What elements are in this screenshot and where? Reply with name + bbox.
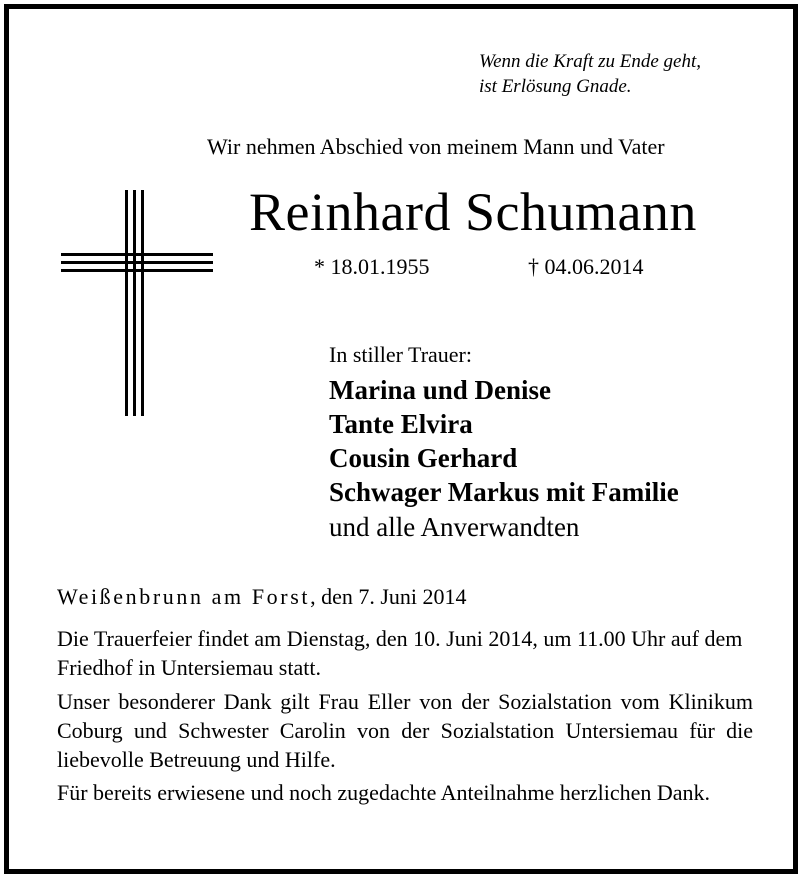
deceased-name: Reinhard Schumann xyxy=(249,182,697,242)
mourner-name: Tante Elvira xyxy=(329,409,473,439)
motto-line-1: Wenn die Kraft zu Ende geht, xyxy=(479,51,701,72)
death-date: † 04.06.2014 xyxy=(528,254,644,279)
birth-date: * 18.01.1955 xyxy=(314,254,430,279)
obituary-notice xyxy=(4,4,798,874)
place-date xyxy=(57,584,467,610)
place-name: Weißenbrunn am Forst xyxy=(57,584,311,609)
mourner-list xyxy=(329,373,679,509)
mourner-name: Cousin Gerhard xyxy=(329,443,518,473)
cross-icon xyxy=(57,190,217,416)
thanks-paragraph: Unser besonderer Dank gilt Frau Eller von der Sozialstation vom Klinikum Coburg und Schwester Carolin von der Sozialstation Untersiemau für die liebevolle Betreuung und Hilfe. xyxy=(57,689,753,772)
mourner-name: Marina und Denise xyxy=(329,375,552,405)
motto xyxy=(479,49,701,99)
mourning-heading: In stiller Trauer: xyxy=(329,342,472,367)
intro-text: Wir nehmen Abschied von meinem Mann und Vater xyxy=(207,134,665,159)
relatives-line: und alle Anverwandten xyxy=(329,512,580,542)
mourner-name: Schwager Markus mit Familie xyxy=(329,477,679,507)
motto-line-2: ist Erlösung Gnade. xyxy=(479,76,632,97)
notice-date: , den 7. Juni 2014 xyxy=(310,584,467,609)
funeral-info: Die Trauerfeier findet am Dienstag, den 10. Juni 2014, um 11.00 Uhr auf dem Friedhof in Untersiemau statt. xyxy=(57,626,743,680)
closing-paragraph: Für bereits erwiesene und noch zugedachte Anteilnahme herzlichen Dank. xyxy=(57,780,711,805)
